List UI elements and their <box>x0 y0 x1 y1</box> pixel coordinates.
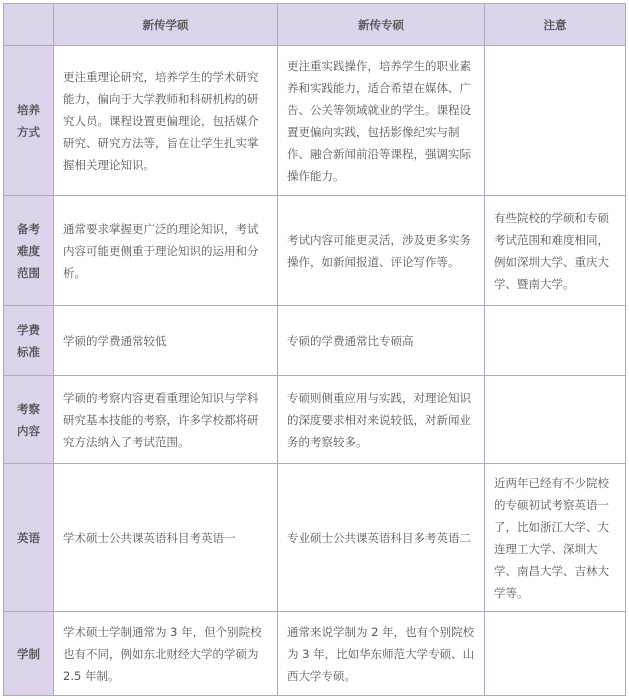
cell-note: 有些院校的学硕和专硕考试范围和难度相同，例如深圳大学、重庆大学、暨南大学。 <box>485 196 626 306</box>
table-row <box>4 46 626 196</box>
row-label-yingyu: 英语 <box>4 464 54 612</box>
cell-zhuanshuo: 考试内容可能更灵活，涉及更多实务操作，如新闻报道、评论写作等。 <box>278 196 485 306</box>
table-row <box>4 612 626 696</box>
cell-zhuanshuo: 更注重实践操作，培养学生的职业素养和实践能力，适合希望在媒体、广告、公关等领域就业的学生。课程设置更偏向实践，包括影像纪实与制作、融合新闻前沿等课程，强调实际操作能力。 <box>278 46 485 196</box>
cell-zhuanshuo: 专硕的学费通常比专硕高 <box>278 306 485 376</box>
cell-zhuanshuo: 专硕则侧重应用与实践，对理论知识的深度要求相对来说较低，对新闻业务的考察较多。 <box>278 376 485 464</box>
cell-xueshuo: 学术硕士公共课英语科目考英语一 <box>54 464 278 612</box>
row-label-xuefei: 学费 标准 <box>4 306 54 376</box>
comparison-table <box>3 3 626 696</box>
table-row <box>4 306 626 376</box>
cell-xueshuo: 学硕的考察内容更看重理论知识与学科研究基本技能的考察，许多学校都将研究方法纳入了考试范围。 <box>54 376 278 464</box>
cell-xueshuo: 更注重理论研究，培养学生的学术研究能力，偏向于大学教师和科研机构的研究人员。课程设置更偏理论，包括媒介研究、研究方法等，旨在让学生扎实掌握相关理论知识。 <box>54 46 278 196</box>
row-label-peiyang: 培养 方式 <box>4 46 54 196</box>
cell-note <box>485 376 626 464</box>
header-zhuanshuo: 新传专硕 <box>278 4 485 46</box>
cell-xueshuo: 学术硕士学制通常为 3 年，但个别院校也有不同，例如东北财经大学的学硕为 2.5 年制。 <box>54 612 278 696</box>
cell-zhuanshuo: 通常来说学制为 2 年，也有个别院校为 3 年，比如华东师范大学专硕、山西大学专硕。 <box>278 612 485 696</box>
header-xueshuo: 新传学硕 <box>54 4 278 46</box>
header-row <box>4 4 626 46</box>
cell-note <box>485 46 626 196</box>
header-note: 注意 <box>485 4 626 46</box>
row-label-kaocha: 考察 内容 <box>4 376 54 464</box>
cell-xueshuo: 学硕的学费通常较低 <box>54 306 278 376</box>
cell-zhuanshuo: 专业硕士公共课英语科目多考英语二 <box>278 464 485 612</box>
cell-note <box>485 612 626 696</box>
cell-xueshuo: 通常要求掌握更广泛的理论知识，考试内容可能更侧重于理论知识的运用和分析。 <box>54 196 278 306</box>
table-row <box>4 196 626 306</box>
row-label-beikao: 备考 难度 范围 <box>4 196 54 306</box>
row-label-xuezhi: 学制 <box>4 612 54 696</box>
cell-note: 近两年已经有不少院校的专硕初试考察英语一了，比如浙江大学、大连理工大学、深圳大学、南昌大学、吉林大学等。 <box>485 464 626 612</box>
table-row <box>4 376 626 464</box>
cell-note <box>485 306 626 376</box>
header-corner <box>4 4 54 46</box>
table-row <box>4 464 626 612</box>
